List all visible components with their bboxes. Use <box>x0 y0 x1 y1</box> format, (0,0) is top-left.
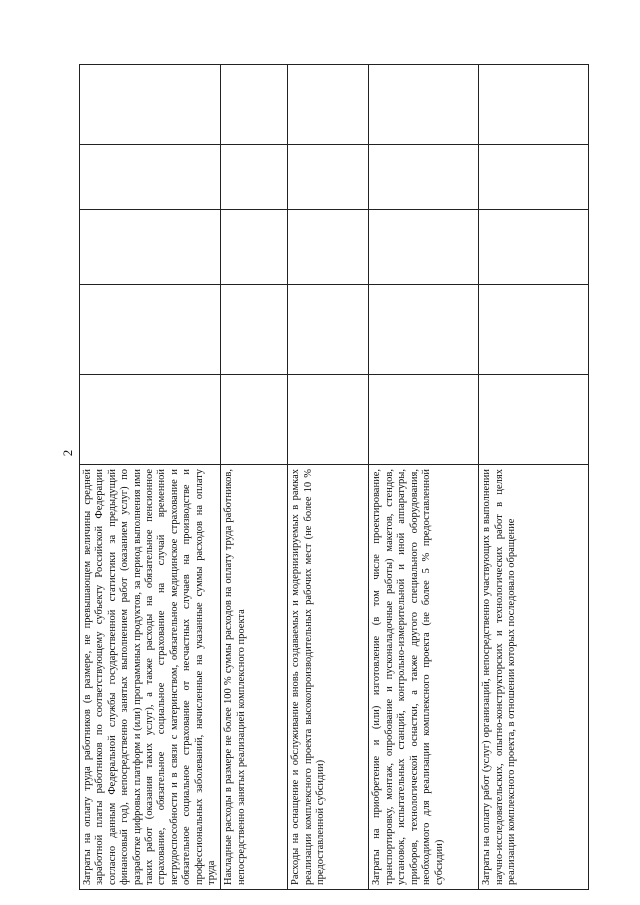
table-cell <box>479 210 589 285</box>
table-cell <box>80 65 221 145</box>
table-cell <box>80 145 221 210</box>
table-cell <box>288 285 369 375</box>
table-cell <box>369 285 479 375</box>
table-cell <box>221 145 288 210</box>
table-row <box>80 65 221 890</box>
cost-description: Затраты на приобретение и (или) изготовление (в том числе проектирование, транспортировку, монтаж, опробование и пусконаладочные работы) макетов, стендов, установок, испытательных станций, контрольно-измерительной и иной аппаратуры, приборов, технологической оснастки, а также другого специального оборудования, необходимого для реализации комплексного проекта (не более 5 % предоставленной субсидии) <box>369 465 479 890</box>
table-cell <box>369 145 479 210</box>
cost-description: Расходы на оснащение и обслуживание вновь создаваемых и модернизируемых в рамках реализации комплексного проекта высокопроизводительных рабочих мест (не более 10 % предоставленной субсидии) <box>288 465 369 890</box>
table-cell <box>479 285 589 375</box>
cost-description: Затраты на оплату труда работников (в размере, не превышающем величины средней заработной платы работников по соответствующему субъекту Российской Федерации согласно данным Федеральной службы государственной статистики за предыдущий финансовый год), непосредственно занятых выполнением работ (оказанием услуг) по разработке цифровых платформ и (или) программных продуктов, за период выполнения ими таких работ (оказания таких услуг), а также расходы на обязательное пенсионное страхование, обязательное социальное страхование на случай временной нетрудоспособности и в связи с материнством, обязательное медицинское страхование и обязательное социальное страхование от несчастных случаев на производстве и профессиональных заболеваний, начисленные на указанные суммы расходов на оплату труда <box>80 465 221 890</box>
table-cell <box>221 375 288 465</box>
cost-description: Затраты на оплату работ (услуг) организаций, непосредственно участвующих в выполнении научно-исследовательских, опытно-конструкторских и технологических работ в целях реализации комплексного проекта, в отношении которых последовало обращение <box>479 465 589 890</box>
table-cell <box>288 375 369 465</box>
table-cell <box>369 65 479 145</box>
table-row <box>479 65 589 890</box>
table-row <box>221 65 288 890</box>
table-cell <box>80 375 221 465</box>
table-cell <box>479 65 589 145</box>
table-row <box>288 65 369 890</box>
table-cell <box>221 210 288 285</box>
table-cell <box>80 285 221 375</box>
table-cell <box>288 65 369 145</box>
table-cell <box>221 65 288 145</box>
table-cell <box>288 145 369 210</box>
table-row <box>369 65 479 890</box>
table-cell <box>479 145 589 210</box>
table-cell <box>369 375 479 465</box>
cost-table-container <box>79 65 569 890</box>
table-cell <box>288 210 369 285</box>
page-number: 2 <box>60 449 75 457</box>
table-cell <box>479 375 589 465</box>
cost-table <box>79 64 589 890</box>
cost-description: Накладные расходы в размере не более 100 % суммы расходов на оплату труда работников, непосредственно занятых реализацией комплексного проекта <box>221 465 288 890</box>
table-cell <box>221 285 288 375</box>
table-cell <box>80 210 221 285</box>
table-cell <box>369 210 479 285</box>
